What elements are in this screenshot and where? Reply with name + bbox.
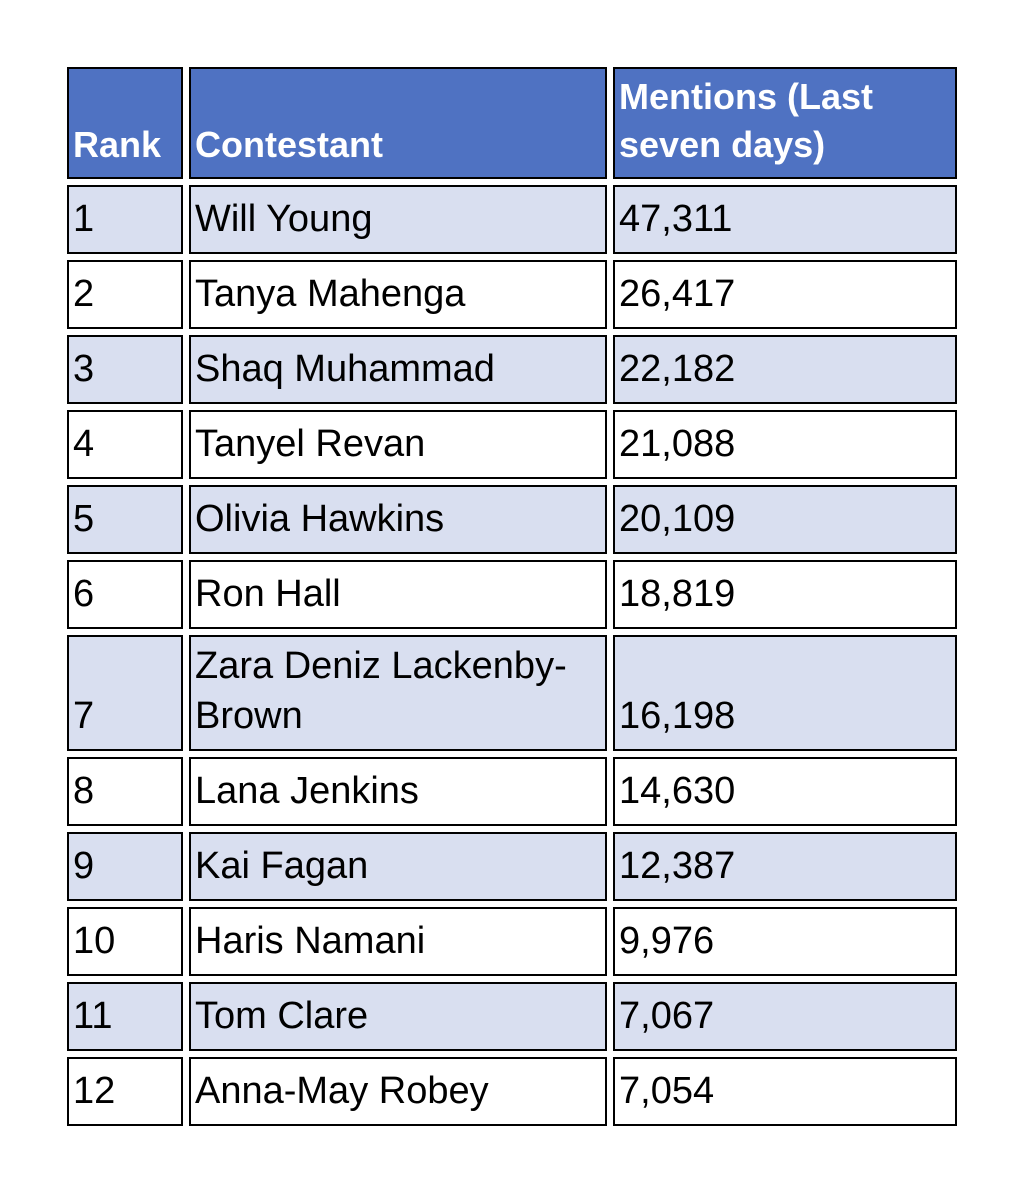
table-row [67, 635, 957, 751]
rank-cell: 7 [67, 635, 183, 751]
table-row [67, 560, 957, 629]
mentions-table [61, 61, 963, 1132]
table-row [67, 757, 957, 826]
rank-cell: 10 [67, 907, 183, 976]
mentions-cell: 18,819 [613, 560, 957, 629]
rank-cell: 6 [67, 560, 183, 629]
header-contestant: Contestant [189, 67, 607, 179]
rank-cell: 2 [67, 260, 183, 329]
rank-cell: 12 [67, 1057, 183, 1126]
rank-cell: 11 [67, 982, 183, 1051]
table-row [67, 335, 957, 404]
mentions-cell: 26,417 [613, 260, 957, 329]
header-rank: Rank [67, 67, 183, 179]
mentions-cell: 22,182 [613, 335, 957, 404]
rank-cell: 9 [67, 832, 183, 901]
mentions-cell: 7,067 [613, 982, 957, 1051]
contestant-cell: Zara Deniz Lackenby-Brown [189, 635, 607, 751]
table-row [67, 832, 957, 901]
table-row [67, 185, 957, 254]
contestant-cell: Tanyel Revan [189, 410, 607, 479]
mentions-cell: 21,088 [613, 410, 957, 479]
table-row [67, 982, 957, 1051]
contestant-cell: Haris Namani [189, 907, 607, 976]
contestant-cell: Ron Hall [189, 560, 607, 629]
contestant-cell: Shaq Muhammad [189, 335, 607, 404]
mentions-cell: 12,387 [613, 832, 957, 901]
rank-cell: 3 [67, 335, 183, 404]
mentions-cell: 16,198 [613, 635, 957, 751]
mentions-cell: 47,311 [613, 185, 957, 254]
contestant-cell: Olivia Hawkins [189, 485, 607, 554]
mentions-cell: 9,976 [613, 907, 957, 976]
contestant-cell: Anna-May Robey [189, 1057, 607, 1126]
table-row [67, 1057, 957, 1126]
contestant-cell: Will Young [189, 185, 607, 254]
mentions-cell: 7,054 [613, 1057, 957, 1126]
rank-cell: 5 [67, 485, 183, 554]
contestant-cell: Lana Jenkins [189, 757, 607, 826]
header-mentions: Mentions (Last seven days) [613, 67, 957, 179]
contestant-cell: Tom Clare [189, 982, 607, 1051]
rank-cell: 4 [67, 410, 183, 479]
table-row [67, 410, 957, 479]
contestant-cell: Tanya Mahenga [189, 260, 607, 329]
mentions-cell: 14,630 [613, 757, 957, 826]
mentions-cell: 20,109 [613, 485, 957, 554]
table-row [67, 260, 957, 329]
table-row [67, 485, 957, 554]
contestant-cell: Kai Fagan [189, 832, 607, 901]
table-row [67, 907, 957, 976]
rank-cell: 1 [67, 185, 183, 254]
header-row [67, 67, 957, 179]
rank-cell: 8 [67, 757, 183, 826]
